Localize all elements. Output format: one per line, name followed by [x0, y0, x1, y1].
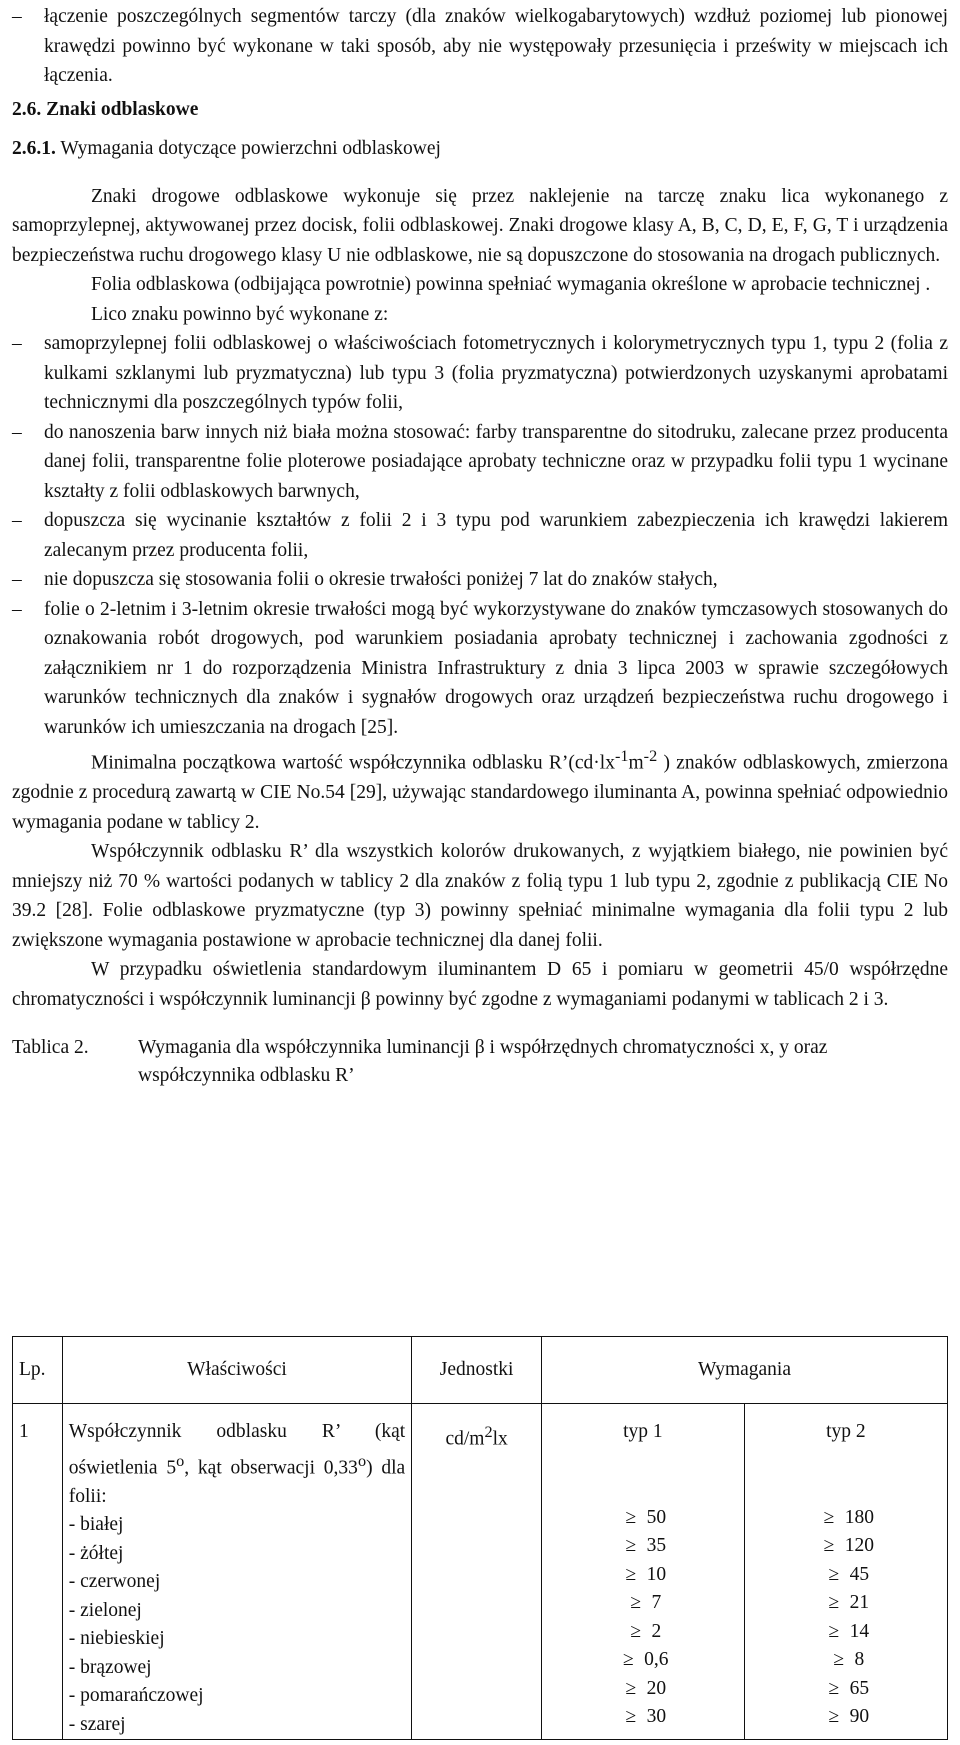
gte-symbol: ≥	[828, 1706, 840, 1727]
document-page	[12, 0, 948, 1090]
cell-lp: 1	[13, 1404, 63, 1740]
list-item	[12, 329, 948, 418]
gte-symbol: ≥	[625, 1535, 637, 1556]
list-item	[12, 506, 948, 565]
dash-marker: –	[12, 421, 22, 443]
gte-symbol: ≥	[625, 1563, 637, 1585]
list-item-text: nie dopuszcza się stosowania folii o okresie trwałości poniżej 7 lat do znaków stałych,	[44, 569, 718, 590]
section-number: 2.6.	[12, 98, 42, 120]
text-run: ) dla folii:	[68, 1457, 406, 1507]
subsection-title: Wymagania dotyczące powierzchni odblaskowej	[60, 138, 441, 159]
type2-value	[751, 1703, 941, 1732]
type2-value	[751, 1532, 941, 1561]
paragraph	[12, 742, 948, 837]
value-text: 90	[844, 1706, 870, 1727]
type1-value	[548, 1618, 738, 1647]
list-item	[12, 565, 948, 595]
value-text: 30	[641, 1706, 667, 1727]
type2-value	[751, 1646, 941, 1675]
color-name: - pomarańczowej	[68, 1685, 204, 1706]
gte-symbol: ≥	[622, 1649, 634, 1670]
paragraph: Znaki drogowe odblaskowe wykonuje się przez naklejenie na tarczę znaku lica wykonanego z samoprzylepnej, aktywowanej przez docisk, folii odblaskowej. Znaki drogowe klasy A, B, C, D, E, F, G, T i urządzenia bezpieczeństwa ruchu drogowego klasy U nie odblaskowe, nie są dopuszczone do stosowania na drogach publicznych.	[12, 185, 948, 266]
property-intro	[69, 1418, 405, 1511]
type1-value	[548, 1589, 738, 1618]
table-header-row	[13, 1337, 948, 1404]
value-text: 21	[844, 1592, 870, 1613]
color-name: - szarej	[68, 1713, 126, 1735]
value-text: 14	[844, 1620, 870, 1642]
paragraph: Lico znaku powinno być wykonane z:	[91, 303, 389, 325]
type1-value	[548, 1646, 738, 1675]
gte-symbol: ≥	[630, 1620, 641, 1642]
list-item-text: do nanoszenia barw innych niż biała można stosować: farby transparentne do sitodruku, zalecane przez producenta danej folii, transparentne folie ploterowe posiadające aprobaty techniczne oraz w przypadku folii typu 1 wycinane kształty z folii odblaskowych barwnych,	[44, 421, 948, 502]
gte-symbol: ≥	[833, 1649, 844, 1670]
gte-symbol: ≥	[823, 1506, 835, 1528]
type1-value	[548, 1675, 738, 1704]
type2-values	[751, 1504, 941, 1732]
type1-value	[548, 1703, 738, 1732]
superscript: -1	[614, 747, 629, 765]
table-row	[13, 1404, 948, 1740]
gte-symbol: ≥	[828, 1592, 840, 1613]
value-text: 35	[641, 1535, 667, 1556]
gte-symbol: ≥	[828, 1677, 840, 1699]
dash-marker: –	[12, 510, 22, 531]
table-caption-text: Wymagania dla współczynnika luminancji β i współrzędnych chromatyczności x, y oraz współczynnika odblasku R’	[138, 1037, 828, 1086]
dash-marker: –	[12, 569, 22, 590]
list-item-continuation	[12, 2, 948, 91]
header-requirements: Wymagania	[542, 1337, 948, 1404]
table-caption-label: Tablica 2.	[12, 1037, 89, 1058]
text-run: cd/m	[445, 1428, 485, 1450]
value-text: 65	[844, 1677, 870, 1699]
paragraph: W przypadku oświetlenia standardowym iluminantem D 65 i pomiaru w geometrii 45/0 współrzędne chromatyczności i współczynnik luminancji β powinny być zgodne z wymaganiami podanymi w tablicach 2 i 3.	[12, 959, 948, 1010]
paragraph: Folia odblaskowa (odbijająca powrotnie) powinna spełniać wymagania określone w aprobacie technicznej .	[91, 274, 931, 295]
value-text: 20	[641, 1677, 667, 1699]
superscript: o	[176, 1451, 185, 1470]
superscript: 2	[484, 1423, 493, 1441]
text-run: m	[628, 752, 644, 774]
gte-symbol: ≥	[625, 1506, 637, 1528]
gte-symbol: ≥	[828, 1620, 840, 1642]
list-item-text: dopuszcza się wycinanie kształtów z folii 2 i 3 typu pod warunkiem zabezpieczenia ich krawędzi lakierem zalecanym przez producenta folii,	[44, 510, 948, 561]
type2-value	[751, 1675, 941, 1704]
text-run: Współczynnik odblasku R’ (kąt oświetlenia 5	[68, 1421, 406, 1478]
dash-marker: –	[12, 598, 22, 620]
cell-properties	[62, 1404, 411, 1740]
text-run: ) znaków odblaskowych, zmierzona zgodnie z procedurą zawartą w CIE No.54 [29], używając standardowego iluminanta A, powinna spełniać odpowiednio wymagania podane w tablicy 2.	[12, 752, 949, 833]
type1-value	[548, 1504, 738, 1533]
color-name: - białej	[68, 1514, 124, 1535]
color-list	[69, 1511, 405, 1739]
subsection-heading	[12, 134, 948, 164]
value-text: 45	[844, 1563, 870, 1585]
value-text: 7	[646, 1592, 662, 1613]
color-name: - żółtej	[68, 1542, 124, 1564]
type2-value	[751, 1589, 941, 1618]
value-text: 10	[641, 1563, 667, 1585]
requirements-table	[12, 1336, 948, 1740]
gte-symbol: ≥	[828, 1563, 840, 1585]
list-item-text: łączenie poszczególnych segmentów tarczy (dla znaków wielkogabarytowych) wzdłuż poziomej lub pionowej krawędzi powinno być wykonane w taki sposób, aby nie występowały przesunięcia i prześwity w miejscach ich łączenia.	[44, 6, 948, 86]
text-run: Minimalna początkowa wartość współczynnika odblasku R’(cd·lx	[91, 752, 615, 774]
type1-value	[548, 1532, 738, 1561]
text-run: lx	[492, 1428, 508, 1450]
table-caption	[12, 1034, 948, 1090]
superscript: o	[357, 1451, 367, 1470]
type1-value	[548, 1561, 738, 1590]
type1-values	[548, 1504, 738, 1732]
value-text: 0,6	[639, 1649, 669, 1670]
list-item	[12, 418, 948, 507]
type2-value	[751, 1618, 941, 1647]
color-name: - zielonej	[68, 1599, 142, 1621]
text-run: , kąt obserwacji 0,33	[184, 1457, 358, 1478]
value-text: 8	[849, 1649, 865, 1670]
gte-symbol: ≥	[823, 1535, 835, 1556]
color-name: - niebieskiej	[68, 1628, 165, 1649]
section-title: Znaki odblaskowe	[46, 98, 199, 120]
value-text: 120	[839, 1535, 874, 1556]
header-properties: Właściwości	[62, 1337, 411, 1404]
cell-units	[412, 1404, 542, 1740]
bullet-list	[12, 329, 948, 742]
type2-label: typ 2	[826, 1421, 866, 1442]
value-text: 2	[646, 1620, 662, 1642]
type2-value	[751, 1504, 941, 1533]
value-text: 50	[641, 1506, 667, 1528]
gte-symbol: ≥	[630, 1592, 641, 1613]
superscript: -2	[643, 747, 658, 765]
color-name: - brązowej	[68, 1656, 152, 1678]
cell-type2	[744, 1404, 947, 1740]
gte-symbol: ≥	[625, 1706, 637, 1727]
subsection-number: 2.6.1.	[12, 138, 56, 159]
list-item-text: samoprzylepnej folii odblaskowej o właściwościach fotometrycznych i kolorymetrycznych typu 1, typu 2 (folia z kulkami szklanymi lub pryzmatyczna) lub typu 3 (folia pryzmatyczna) potwierdzonych uzyskanymi aprobatami technicznymi dla poszczególnych typów folii,	[44, 333, 948, 413]
value-text: 180	[839, 1506, 874, 1528]
type2-value	[751, 1561, 941, 1590]
header-units: Jednostki	[412, 1337, 542, 1404]
list-item	[12, 595, 948, 743]
cell-type1	[542, 1404, 745, 1740]
type1-label: typ 1	[623, 1421, 663, 1442]
section-heading	[12, 95, 948, 125]
color-name: - czerwonej	[68, 1571, 161, 1592]
paragraph: Współczynnik odblasku R’ dla wszystkich kolorów drukowanych, z wyjątkiem białego, nie powinien być mniejszy niż 70 % wartości podanych w tablicy 2 dla znaków z folią typu 1 lub typu 2, zgodnie z publikacją CIE No 39.2 [28]. Folie odblaskowe pryzmatyczne (typ 3) powinny spełniać minimalne wymagania dla folii typu 2 lub zwiększone wymagania postawione w aprobacie technicznej dla danej folii.	[12, 841, 948, 951]
gte-symbol: ≥	[625, 1677, 637, 1699]
list-item-text: folie o 2-letnim i 3-letnim okresie trwałości mogą być wykorzystywane do znaków tymczasowych stosowanych do oznakowania robót drogowych, pod warunkiem posiadania aprobaty technicznej i zachowania zgodności z załącznikiem nr 1 do rozporządzenia Ministra Infrastruktury z dnia 3 lipca 2003 w sprawie szczegółowych warunków technicznych dla znaków i sygnałów drogowych oraz urządzeń bezpieczeństwa ruchu drogowego i warunków ich umieszczania na drogach [25].	[44, 598, 948, 738]
header-lp: Lp.	[13, 1337, 63, 1404]
dash-marker: –	[12, 6, 22, 27]
dash-marker: –	[12, 333, 22, 354]
